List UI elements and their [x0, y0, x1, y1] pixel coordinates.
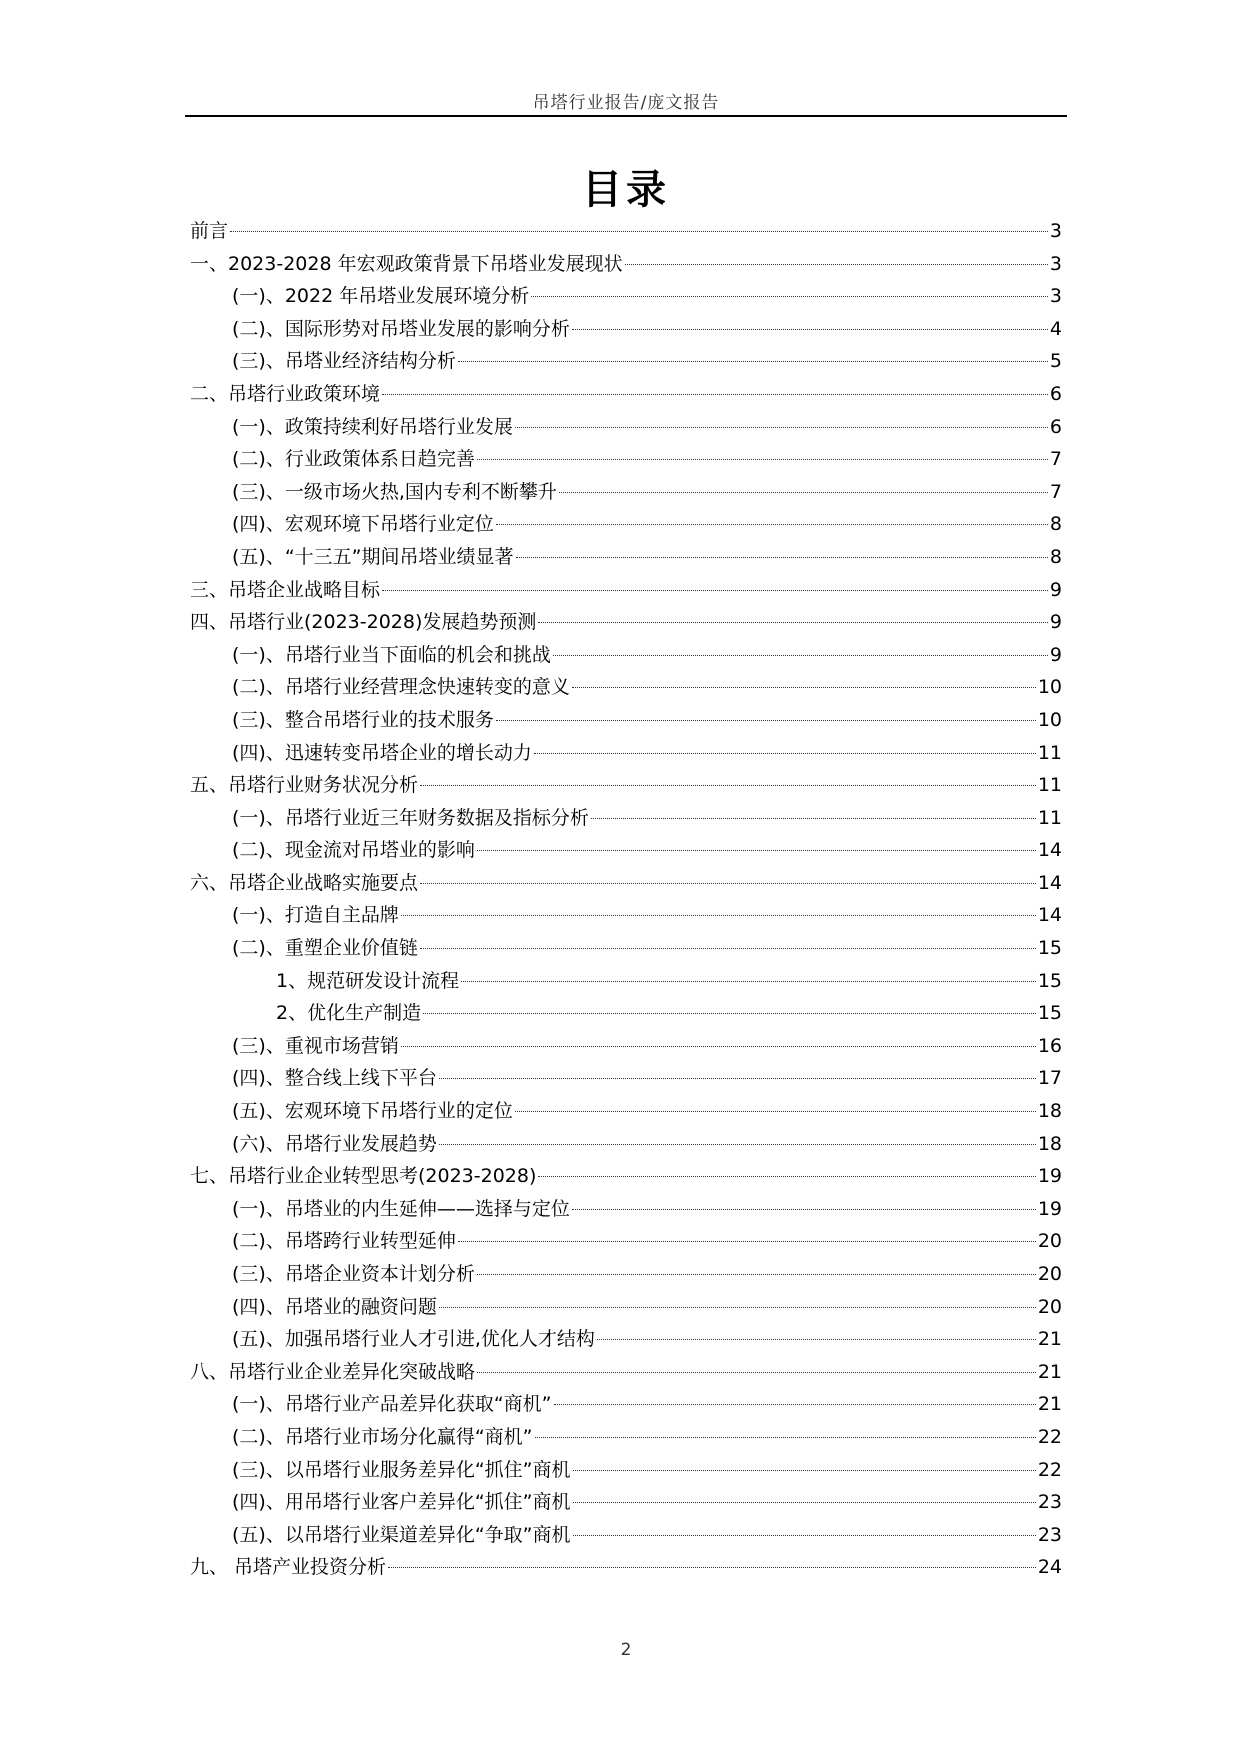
toc-entry-title: (三)、吊塔企业资本计划分析 [232, 1263, 475, 1285]
toc-dot-leader [554, 1404, 1036, 1405]
toc-entry-title: (四)、用吊塔行业客户差异化“抓住”商机 [232, 1491, 571, 1514]
toc-dot-leader [382, 394, 1048, 395]
toc-entry-page: 5 [1049, 350, 1062, 373]
toc-entry-title: 1、规范研发设计流程 [276, 969, 460, 992]
toc-entry[interactable] [190, 346, 1062, 379]
toc-entry[interactable] [190, 412, 1062, 445]
toc-entry[interactable] [190, 966, 1062, 999]
toc-dot-leader [538, 622, 1048, 623]
toc-entry-page: 22 [1037, 1425, 1062, 1448]
toc-dot-leader [388, 1567, 1036, 1568]
toc-entry-title: (二)、吊塔行业市场分化赢得“商机” [232, 1425, 533, 1448]
page-number: 2 [620, 1640, 632, 1660]
toc-dot-leader [496, 720, 1036, 721]
toc-entry-page: 20 [1037, 1230, 1062, 1253]
toc-entry[interactable] [190, 1422, 1062, 1455]
toc-dot-leader [573, 1502, 1036, 1503]
toc-entry-title: (三)、吊塔业经济结构分析 [232, 350, 456, 373]
toc-dot-leader [420, 948, 1036, 949]
toc-entry-page: 14 [1037, 839, 1062, 862]
toc-entry-title: 前言 [190, 220, 229, 242]
toc-entry[interactable] [190, 1324, 1062, 1357]
toc-entry-page: 7 [1049, 448, 1062, 471]
toc-dot-leader [439, 1307, 1036, 1308]
toc-dot-leader [401, 1046, 1036, 1047]
toc-entry-page: 6 [1049, 415, 1062, 438]
toc-dot-leader [553, 655, 1048, 656]
toc-entry-title: (二)、吊塔跨行业转型延伸 [232, 1230, 456, 1253]
toc-entry[interactable] [190, 933, 1062, 966]
toc-entry[interactable] [190, 868, 1062, 901]
toc-entry-title: 2、优化生产制造 [276, 1002, 422, 1025]
toc-entry[interactable] [190, 1129, 1062, 1162]
toc-dot-leader [573, 1535, 1036, 1536]
toc-entry-page: 9 [1049, 578, 1062, 601]
toc-dot-leader [531, 296, 1048, 297]
toc-entry-title: 八、吊塔行业企业差异化突破战略 [190, 1360, 476, 1383]
toc-dot-leader [230, 231, 1048, 232]
toc-dot-leader [461, 981, 1036, 982]
toc-entry-page: 15 [1037, 1002, 1062, 1025]
toc-entry-page: 9 [1049, 611, 1062, 634]
toc-entry[interactable] [190, 1357, 1062, 1390]
toc-entry[interactable] [190, 509, 1062, 542]
toc-entry-page: 19 [1037, 1197, 1062, 1220]
toc-entry-title: (一)、吊塔行业当下面临的机会和挑战 [232, 643, 551, 666]
toc-dot-leader [420, 785, 1036, 786]
toc-dot-leader [458, 1241, 1036, 1242]
toc-entry[interactable] [190, 542, 1062, 575]
toc-entry-title: (二)、国际形势对吊塔业发展的影响分析 [232, 317, 570, 340]
toc-entry-page: 14 [1037, 871, 1062, 894]
toc-entry[interactable] [190, 1096, 1062, 1129]
toc-entry-title: (五)、以吊塔行业渠道差异化“争取”商机 [232, 1523, 571, 1546]
toc-entry[interactable] [190, 1063, 1062, 1096]
toc-entry-page: 3 [1049, 285, 1062, 308]
toc-dot-leader [535, 1437, 1036, 1438]
toc-entry-title: (二)、重塑企业价值链 [232, 937, 418, 960]
toc-entry[interactable] [190, 444, 1062, 477]
toc-entry[interactable] [190, 607, 1062, 640]
toc-entry-page: 23 [1037, 1491, 1062, 1514]
toc-entry-title: (五)、“十三五”期间吊塔业绩显著 [232, 545, 514, 568]
toc-entry-title: (四)、迅速转变吊塔企业的增长动力 [232, 741, 532, 764]
toc-entry-title: (二)、现金流对吊塔业的影响 [232, 839, 475, 862]
toc-entry[interactable] [190, 314, 1062, 347]
toc-entry-page: 24 [1037, 1556, 1062, 1579]
toc-entry-title: (一)、2022 年吊塔业发展环境分析 [232, 285, 530, 308]
toc-dot-leader [597, 1339, 1036, 1340]
toc-dot-leader [458, 361, 1048, 362]
toc-entry-title: (一)、吊塔行业产品差异化获取“商机” [232, 1393, 552, 1416]
toc-dot-leader [477, 850, 1036, 851]
toc-entry-title: (一)、打造自主品牌 [232, 904, 399, 927]
toc-entry-title: (五)、加强吊塔行业人才引进,优化人才结构 [232, 1328, 595, 1351]
toc-dot-leader [515, 1111, 1036, 1112]
toc-dot-leader [572, 1209, 1036, 1210]
toc-title: 目录 [582, 167, 670, 213]
toc-dot-leader [515, 427, 1048, 428]
toc-entry-page: 9 [1049, 643, 1062, 666]
toc-dot-leader [534, 753, 1036, 754]
toc-entry-page: 18 [1037, 1100, 1062, 1123]
toc-entry-title: (一)、政策持续利好吊塔行业发展 [232, 415, 513, 438]
toc-entry-title: 二、吊塔行业政策环境 [190, 382, 381, 405]
toc-entry-title: (三)、重视市场营销 [232, 1034, 399, 1057]
toc-dot-leader [516, 557, 1048, 558]
toc-entry-title: (六)、吊塔行业发展趋势 [232, 1132, 437, 1155]
toc-entry-title: (三)、整合吊塔行业的技术服务 [232, 708, 494, 731]
toc-entry[interactable] [190, 1031, 1062, 1064]
toc-entry-title: (二)、吊塔行业经营理念快速转变的意义 [232, 676, 570, 699]
toc-entry-page: 20 [1037, 1263, 1062, 1285]
toc-dot-leader [591, 818, 1036, 819]
toc-entry[interactable] [190, 1161, 1062, 1194]
toc-entry[interactable] [190, 216, 1062, 249]
toc-entry-page: 23 [1037, 1523, 1062, 1546]
toc-entry-page: 7 [1049, 480, 1062, 503]
toc-dot-leader [420, 883, 1036, 884]
toc-entry-title: (二)、行业政策体系日趋完善 [232, 448, 475, 471]
toc-entry-title: (一)、吊塔业的内生延伸——选择与定位 [232, 1197, 570, 1220]
toc-entry-title: 一、2023-2028 年宏观政策背景下吊塔业发展现状 [190, 252, 623, 275]
toc-entry-page: 4 [1049, 317, 1062, 340]
toc-entry-page: 20 [1037, 1295, 1062, 1318]
toc-entry-page: 8 [1049, 513, 1062, 536]
toc-entry[interactable] [190, 477, 1062, 510]
toc-dot-leader [572, 329, 1048, 330]
header-divider [185, 115, 1067, 117]
toc-entry-title: (五)、宏观环境下吊塔行业的定位 [232, 1100, 513, 1123]
toc-entry[interactable] [190, 835, 1062, 868]
table-of-contents [190, 216, 1062, 1585]
toc-entry[interactable] [190, 738, 1062, 771]
toc-entry-title: (四)、宏观环境下吊塔行业定位 [232, 513, 494, 536]
toc-entry-title: (三)、以吊塔行业服务差异化“抓住”商机 [232, 1458, 571, 1481]
toc-entry-page: 21 [1037, 1360, 1062, 1383]
toc-dot-leader [401, 915, 1036, 916]
toc-dot-leader [538, 1176, 1035, 1177]
toc-entry-title: 九、 吊塔产业投资分析 [190, 1556, 387, 1579]
toc-dot-leader [477, 1274, 1036, 1275]
toc-entry[interactable] [190, 1389, 1062, 1422]
toc-dot-leader [573, 1470, 1036, 1471]
toc-entry-page: 14 [1037, 904, 1062, 927]
toc-dot-leader [439, 1144, 1036, 1145]
toc-entry-page: 17 [1037, 1067, 1062, 1090]
toc-entry-page: 10 [1037, 676, 1062, 699]
toc-entry[interactable] [190, 1520, 1062, 1553]
toc-dot-leader [477, 1372, 1036, 1373]
toc-entry-page: 15 [1037, 937, 1062, 960]
toc-entry-page: 19 [1037, 1165, 1062, 1188]
toc-entry[interactable] [190, 575, 1062, 608]
toc-entry[interactable] [190, 1292, 1062, 1325]
toc-dot-leader [439, 1078, 1036, 1079]
toc-entry-page: 6 [1049, 382, 1062, 405]
toc-entry-page: 16 [1037, 1034, 1062, 1057]
toc-entry[interactable] [190, 281, 1062, 314]
toc-entry[interactable] [190, 1487, 1062, 1520]
toc-entry-page: 21 [1037, 1328, 1062, 1351]
toc-entry[interactable] [190, 900, 1062, 933]
toc-entry[interactable] [190, 1552, 1062, 1585]
toc-entry-page: 11 [1037, 806, 1062, 829]
toc-entry[interactable] [190, 1455, 1062, 1488]
toc-entry-title: (四)、吊塔业的融资问题 [232, 1295, 437, 1318]
toc-entry-page: 11 [1037, 741, 1062, 764]
toc-dot-leader [625, 264, 1048, 265]
toc-entry-page: 3 [1049, 220, 1062, 242]
toc-entry-page: 3 [1049, 252, 1062, 275]
toc-entry-page: 10 [1037, 708, 1062, 731]
toc-entry-title: (三)、一级市场火热,国内专利不断攀升 [232, 480, 557, 503]
toc-entry[interactable] [190, 672, 1062, 705]
toc-dot-leader [423, 1013, 1036, 1014]
toc-entry-page: 8 [1049, 545, 1062, 568]
toc-entry[interactable] [190, 249, 1062, 282]
toc-entry-title: 七、吊塔行业企业转型思考(2023-2028) [190, 1165, 537, 1188]
toc-entry-page: 22 [1037, 1458, 1062, 1481]
toc-entry-title: 五、吊塔行业财务状况分析 [190, 774, 419, 797]
toc-entry[interactable] [190, 379, 1062, 412]
toc-entry-title: 四、吊塔行业(2023-2028)发展趋势预测 [190, 611, 537, 634]
toc-entry-title: 三、吊塔企业战略目标 [190, 578, 381, 601]
running-header: 吊塔行业报告/庞文报告 [532, 93, 720, 113]
toc-entry-page: 11 [1037, 774, 1062, 797]
toc-entry[interactable] [190, 640, 1062, 673]
toc-entry-title: 六、吊塔企业战略实施要点 [190, 871, 419, 894]
toc-dot-leader [559, 492, 1048, 493]
toc-entry-page: 18 [1037, 1132, 1062, 1155]
toc-dot-leader [477, 459, 1048, 460]
toc-entry-title: (一)、吊塔行业近三年财务数据及指标分析 [232, 806, 589, 829]
toc-entry[interactable] [190, 1259, 1062, 1292]
toc-dot-leader [572, 687, 1036, 688]
toc-entry-page: 15 [1037, 969, 1062, 992]
toc-dot-leader [382, 590, 1048, 591]
toc-entry[interactable] [190, 998, 1062, 1031]
toc-entry[interactable] [190, 1226, 1062, 1259]
toc-entry[interactable] [190, 770, 1062, 803]
toc-entry-title: (四)、整合线上线下平台 [232, 1067, 437, 1090]
toc-entry[interactable] [190, 705, 1062, 738]
toc-entry[interactable] [190, 803, 1062, 836]
toc-dot-leader [496, 524, 1048, 525]
toc-entry-page: 21 [1037, 1393, 1062, 1416]
toc-entry[interactable] [190, 1194, 1062, 1227]
